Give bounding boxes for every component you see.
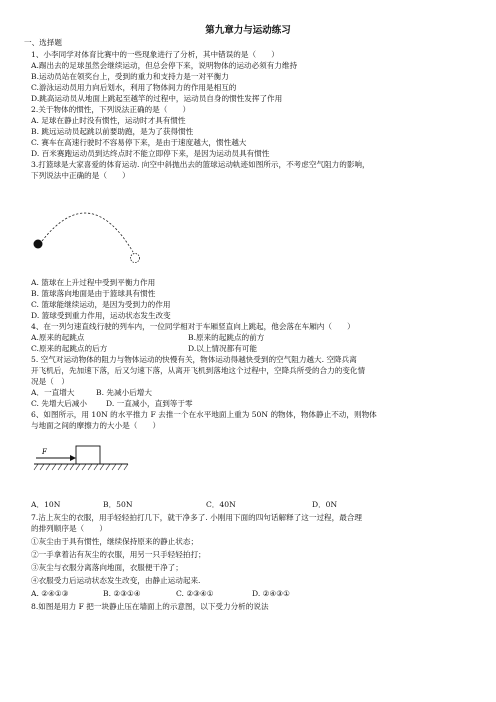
page-title: 第九章力与运动练习 bbox=[205, 25, 291, 36]
q6-option-c: C．40N bbox=[206, 500, 236, 509]
q5-stem-line3: 况是（ ） bbox=[31, 377, 69, 386]
q7-option-a: A. ②④①③ bbox=[31, 589, 69, 598]
q6-option-d: D．0N bbox=[312, 500, 338, 509]
ball-landing-icon bbox=[131, 254, 140, 263]
q2-stem: 2.关于物体的惯性，下列说法正确的是（ ） bbox=[31, 105, 191, 114]
q6-stem-line2: 与地面之间的摩擦力的大小是（ ） bbox=[31, 421, 161, 430]
q3-option-a: A. 篮球在上升过程中受到平衡力作用 bbox=[31, 278, 156, 287]
q5-option-a: A．一直增大 bbox=[31, 388, 75, 397]
q2-option-a: A. 足球在静止时没有惯性，运动时才具有惯性 bbox=[31, 116, 186, 125]
push-block-figure bbox=[32, 434, 132, 476]
q7-option-b: B. ②③①④ bbox=[103, 589, 141, 598]
q6-option-b: B．50N bbox=[103, 500, 133, 509]
q2-option-d: D. 百米赛跑运动员到达终点时不能立即停下来，是因为运动员具有惯性 bbox=[31, 149, 270, 158]
q1-option-d: D.跳高运动员从地面上跳起至越竿的过程中，运动员自身的惯性发挥了作用 bbox=[31, 94, 283, 103]
basketball-trajectory-figure bbox=[30, 188, 150, 270]
q1-option-a: A.踢出去的足球虽然会继续运动，但总会停下来，说明物体的运动必须有力维持 bbox=[31, 61, 298, 70]
q4-stem: 4、在一列匀速直线行驶的列车内，一位同学相对于车厢竖直向上跳起，他会落在车厢内（ ） bbox=[31, 322, 355, 331]
trajectory-path bbox=[42, 213, 133, 252]
q1-option-b: B.运动员站在领奖台上，受到的重力和支持力是一对平衡力 bbox=[31, 72, 229, 81]
q7-statement-3: ③灰尘与衣服分离落向地面，衣服便干净了； bbox=[31, 563, 183, 572]
q5-option-c: C. 先增大后减小 bbox=[31, 399, 87, 408]
q2-option-c: C. 赛车在高速行驶时不容易停下来，是由于速度越大，惯性越大 bbox=[31, 138, 247, 147]
q4-option-a: A.原来的起跳点 bbox=[31, 333, 85, 342]
block bbox=[76, 446, 100, 464]
q1-stem: 1、小李同学对体育比赛中的一些现象进行了分析，其中错误的是（ ） bbox=[31, 50, 279, 59]
q6-stem-line1: 6、如图所示，用 10N 的水平推力 F 去推一个在水平地面上重为 50N 的物体，物体静止不动，则物体 bbox=[31, 410, 377, 419]
q1-option-c: C.游泳运动员用力向后划水，利用了物体间力的作用是相互的 bbox=[31, 83, 237, 92]
q7-stem-line1: 7.沾上灰尘的衣服，用手轻轻拍打几下，就干净多了. 小刚用下面的四句话解释了这一过程，最合理 bbox=[31, 513, 363, 522]
q7-option-d: D. ②④③① bbox=[252, 589, 290, 598]
q3-option-d: D. 篮球受到重力作用，运动状态发生改变 bbox=[31, 311, 171, 320]
q7-statement-1: ①灰尘由于具有惯性，继续保持原来的静止状态； bbox=[31, 537, 199, 546]
q2-option-b: B. 跳远运动员起跳以前要助跑，是为了获得惯性 bbox=[31, 127, 194, 136]
q5-option-d: D. 一直减小，直到等于零 bbox=[106, 399, 193, 408]
q4-option-b: B.原来的起跳点的前方 bbox=[188, 333, 265, 342]
q3-stem-line1: 3.打篮球是大家喜爱的体育运动. 向空中斜抛出去的篮球运动轨迹如图所示，不考虑空气阻力的影响， bbox=[31, 160, 370, 169]
q4-option-d: D.以上情况都有可能 bbox=[188, 344, 257, 353]
q3-option-c: C. 篮球能继续运动，是因为受到力的作用 bbox=[31, 300, 171, 309]
q7-option-c: C. ②③④① bbox=[176, 589, 214, 598]
section-heading: 一、选择题 bbox=[24, 38, 62, 47]
force-arrowhead-icon bbox=[70, 455, 76, 461]
basketball-icon bbox=[34, 240, 43, 249]
q5-stem-line1: 5. 空气对运动物体的阻力与物体运动的快慢有关，物体运动得越快受到的空气阻力越大. 空降兵离 bbox=[31, 355, 357, 364]
q7-stem-line2: 的排列顺序是（ ） bbox=[31, 524, 107, 533]
ground-hatching bbox=[34, 464, 128, 470]
q5-stem-line2: 开飞机后，先加速下落，后又匀速下落，从离开飞机到落地这个过程中，空降兵所受的合力的变化情 bbox=[31, 366, 366, 375]
q7-statement-2: ②一手拿着沾有灰尘的衣服，用另一只手轻轻拍打； bbox=[31, 550, 206, 559]
q3-stem-line2: 下列说法中正确的是（ ） bbox=[31, 171, 130, 180]
q6-option-a: A．10N bbox=[31, 500, 61, 509]
q5-option-b: B. 先减小后增大 bbox=[96, 388, 152, 397]
q7-statement-4: ④衣服受力后运动状态发生改变，由静止运动起来. bbox=[31, 576, 201, 585]
force-label: F bbox=[42, 448, 47, 456]
q3-option-b: B. 篮球落向地面是由于篮球具有惯性 bbox=[31, 289, 156, 298]
q4-option-c: C.原来的起跳点的后方 bbox=[31, 344, 108, 353]
q8-stem: 8.如图是用力 F 把一块静止压在墙面上的示意图，以下受力分析的说法 bbox=[31, 602, 269, 611]
